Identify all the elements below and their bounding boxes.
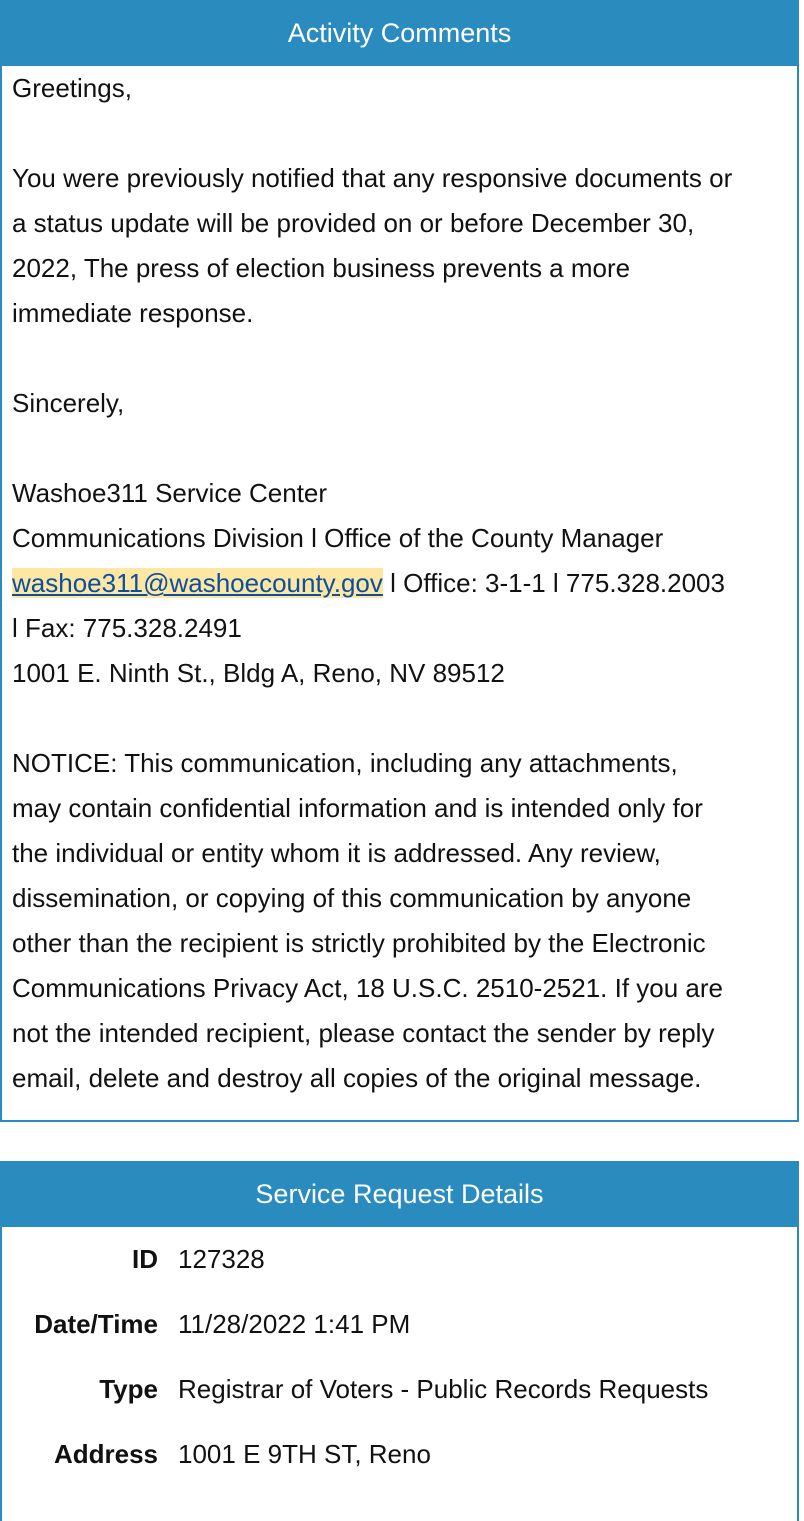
service-request-panel [0,1161,799,1521]
office-phone: l Office: 3-1-1 l 775.328.2003 [382,568,725,598]
notice-line-6: Communications Privacy Act, 18 U.S.C. 2510-2521. If you are [12,973,724,1003]
notice-line-7: not the intended recipient, please contact the sender by reply [12,1018,715,1048]
signature-address: 1001 E. Ninth St., Bldg A, Reno, NV 89512 [12,658,505,688]
notice-line-4: dissemination, or copying of this communication by anyone [12,883,692,913]
id-label: ID [132,1244,158,1274]
datetime-value: 11/28/2022 1:41 PM [178,1309,411,1339]
status-line-3: 2022, The press of election business prevents a more [12,253,631,283]
type-label: Type [99,1374,158,1404]
notice-line-2: may contain confidential information and is intended only for [12,793,703,823]
status-line-2: a status update will be provided on or before December 30, [12,208,695,238]
notice-line-1: NOTICE: This communication, including any attachments, [12,748,678,778]
detail-row-id [2,1227,797,1292]
signature-name: Washoe311 Service Center [12,478,328,508]
details-table [2,1227,797,1487]
signature-contact [12,561,787,606]
signature-division: Communications Division l Office of the County Manager [12,523,664,553]
service-request-header: Service Request Details [0,1161,799,1227]
comment-body [2,66,797,1101]
notice-line-5: other than the recipient is strictly prohibited by the Electronic [12,928,706,958]
status-line-1: You were previously notified that any responsive documents or [12,163,733,193]
signature-fax: l Fax: 775.328.2491 [12,613,242,643]
datetime-label: Date/Time [34,1309,158,1339]
activity-comments-header: Activity Comments [0,0,799,66]
status-line-4: immediate response. [12,298,254,328]
id-value: 127328 [178,1244,265,1274]
address-value: 1001 E 9TH ST, Reno [178,1439,431,1469]
notice-line-3: the individual or entity whom it is addressed. Any review, [12,838,661,868]
notice-line-8: email, delete and destroy all copies of the original message. [12,1063,702,1093]
type-value: Registrar of Voters - Public Records Requests [178,1374,709,1404]
address-label: Address [53,1439,158,1469]
greeting-text: Greetings, [12,73,132,103]
detail-row-address [2,1422,797,1487]
detail-row-type [2,1357,797,1422]
closing-text: Sincerely, [12,388,125,418]
email-link[interactable]: washoe311@washoecounty.gov [12,568,383,598]
detail-row-datetime [2,1292,797,1357]
